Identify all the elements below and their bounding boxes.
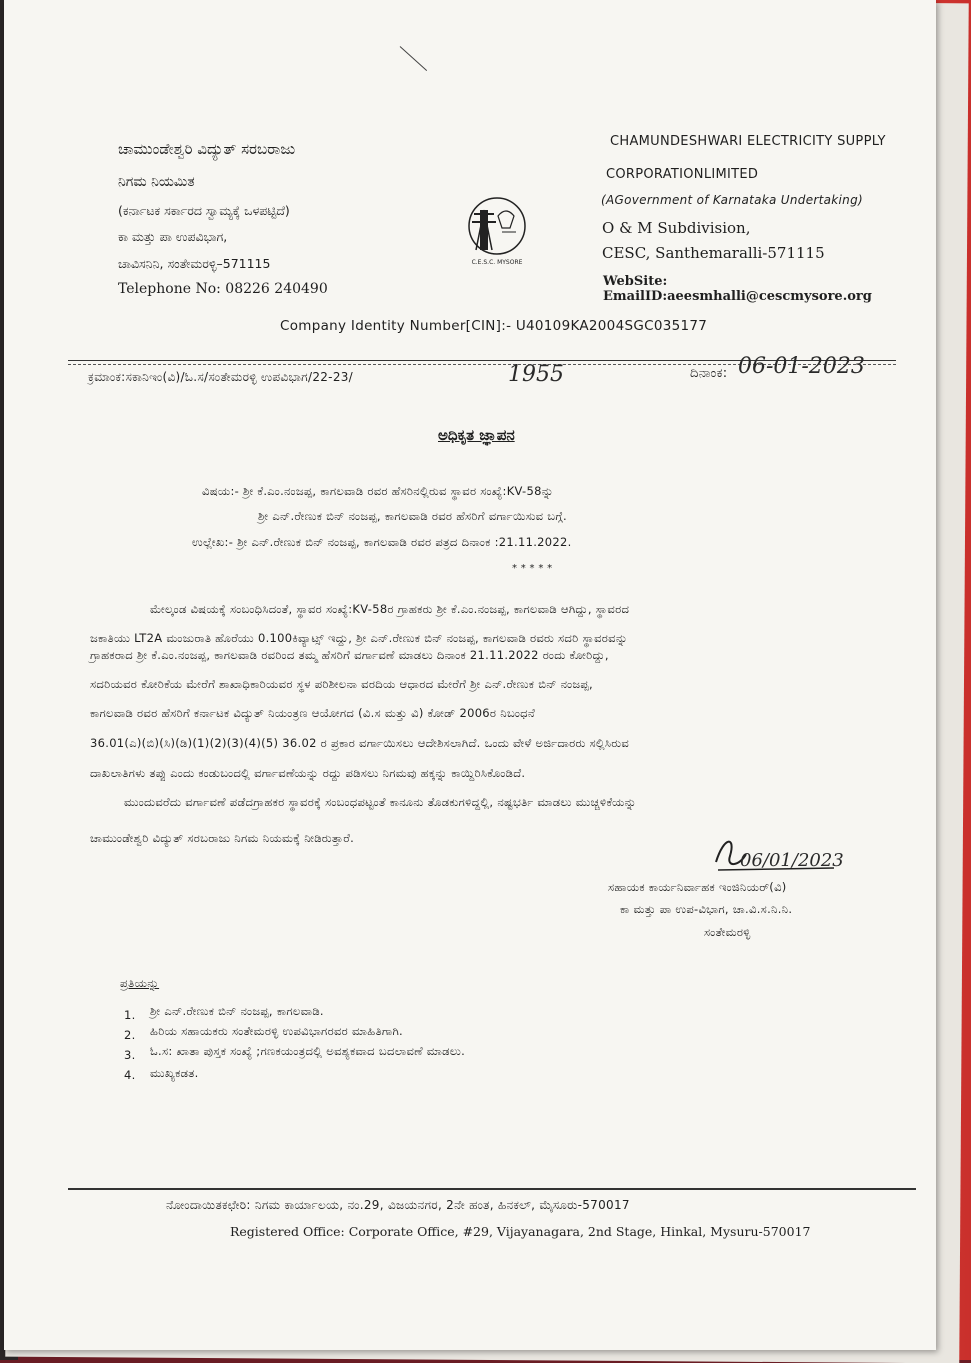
copy-item-1: ಶ್ರೀ ಎನ್.ರೇಣುಕ ಬಿನ್ ನಂಜಪ್ಪ, ಕಾಗಲವಾಡಿ. xyxy=(150,1004,324,1018)
paper-crease xyxy=(400,46,427,71)
logo-text: C.E.S.C. MYSORE xyxy=(471,259,523,266)
copy-item-3: ಓ.ಸ: ಖಾತಾ ಪುಸ್ತಕ ಸಂಖ್ಯೆ ;ಗಣಕಯಂತ್ರದಲ್ಲಿ ಅವಶ್ಯಕವಾದ ಬದಲಾವಣೆ ಮಾಡಲು. xyxy=(150,1044,466,1058)
header-en-line-5: CESC, Santhemaralli-571115 xyxy=(602,244,825,262)
copy-item-3-num: 3. xyxy=(124,1048,136,1062)
signature-date-handwritten: 06/01/2023 xyxy=(740,850,844,871)
separator-stars: * * * * * xyxy=(512,563,553,574)
copy-item-1-num: 1. xyxy=(124,1008,136,1022)
copies-heading: ಪ್ರತಿಯನ್ನು xyxy=(120,976,160,990)
header-kn-line-5: ಚಾವಿಸನಿನಿ, ಸಂತೇಮರಳ್ಳಿ–571115 xyxy=(118,256,271,271)
body-line-1: ಮೇಲ್ಕಂಡ ವಿಷಯಕ್ಕೆ ಸಂಬಂಧಿಸಿದಂತೆ, ಸ್ಥಾವರ ಸಂಖ್ಯೆ:KV-58ರ ಗ್ರಾಹಕರು ಶ್ರೀ ಕೆ.ಎಂ.ನಂಜಪ್ಪ, ಕಾಗಲವಾಡಿ ಆಗಿದ್ದು, ಸ್ಥಾವರದ xyxy=(150,602,630,616)
reference-number-handwritten: 1955 xyxy=(508,362,564,387)
header-en-line-3: (AGovernment of Karnataka Undertaking) xyxy=(601,193,863,207)
memo-title: ಅಧಿಕೃತ ಜ್ಞಾಪನ xyxy=(438,426,515,444)
body-line-9: ಚಾಮುಂಡೇಶ್ವರಿ ವಿದ್ಯುತ್ ಸರಬರಾಜು ನಿಗಮ ನಿಯಮಕ್ಕೆ ನೀಡಿರುತ್ತಾರೆ. xyxy=(90,831,355,845)
signature-office: ಕಾ ಮತ್ತು ಪಾ ಉಪ-ವಿಭಾಗ, ಚಾ.ವಿ.ಸ.ನಿ.ನಿ. xyxy=(620,902,793,916)
reference-number-label: ಕ್ರಮಾಂಕ:ಸಕಾನಿಇಂ(ವಿ)/ಓ.ಸ/ಸಂತೇಮರಳ್ಳಿ ಉಪವಿಭಾಗ/22-23/ xyxy=(88,370,354,384)
copy-item-4: ಮುಖ್ಯಕಡತ. xyxy=(150,1066,199,1080)
body-line-5: ಕಾಗಲವಾಡಿ ರವರ ಹೆಸರಿಗೆ ಕರ್ನಾಟಕ ವಿದ್ಯುತ್ ನಿಯಂತ್ರಣ ಆಯೋಗದ (ವಿ.ಸ ಮತ್ತು ವಿ) ಕೋಡ್ 2006ರ ನಿಬಂಧನೆ xyxy=(90,706,536,720)
body-line-4: ಸದರಿಯವರ ಕೋರಿಕೆಯ ಮೇರೆಗೆ ಶಾಖಾಧಿಕಾರಿಯವರ ಸ್ಥಳ ಪರಿಶೀಲನಾ ವರದಿಯ ಆಧಾರದ ಮೇರೆಗೆ ಶ್ರೀ ಎನ್.ರೇಣುಕ ಬಿನ್ ನಂಜಪ್ಪ, xyxy=(90,677,593,691)
footer-kn: ನೋಂದಾಯಿತಕಛೇರಿ: ನಿಗಮ ಕಾರ್ಯಾಲಯ, ನಂ.29, ವಿಜಯನಗರ, 2ನೇ ಹಂತ, ಹಿನಕಲ್, ಮೈಸೂರು-570017 xyxy=(166,1198,630,1212)
cesc-logo-icon xyxy=(462,188,532,268)
subject-line-2: ಶ್ರೀ ಎನ್.ರೇಣುಕ ಬಿನ್ ನಂಜಪ್ಪ, ಕಾಗಲವಾಡಿ ರವರ ಹೆಸರಿಗೆ ವರ್ಗಾಯಿಸುವ ಬಗ್ಗೆ. xyxy=(258,509,567,523)
header-kn-line-1: ಚಾಮುಂಡೇಶ್ವರಿ ವಿದ್ಯುತ್ ಸರಬರಾಜು xyxy=(118,140,296,158)
body-line-3: ಗ್ರಾಹಕರಾದ ಶ್ರೀ ಕೆ.ಎಂ.ನಂಜಪ್ಪ, ಕಾಗಲವಾಡಿ ರವರಿಂದ ತಮ್ಮ ಹೆಸರಿಗೆ ವರ್ಗಾವಣೆ ಮಾಡಲು ದಿನಾಂಕ 21.11.2022 ರಂದು ಕೋರಿದ್ದು, xyxy=(90,648,609,662)
header-email: EmailID:aeesmhalli@cescmysore.org xyxy=(603,289,872,304)
header-kn-line-3: (ಕರ್ನಾಟಕ ಸರ್ಕಾರದ ಸ್ವಾಮ್ಯಕ್ಕೆ ಒಳಪಟ್ಟಿದೆ) xyxy=(118,203,290,218)
body-line-7: ದಾಖಲಾತಿಗಳು ತಪ್ಪು ಎಂದು ಕಂಡುಬಂದಲ್ಲಿ ವರ್ಗಾವಣೆಯನ್ನು ರದ್ದು ಪಡಿಸಲು ನಿಗಮವು ಹಕ್ಕನ್ನು ಕಾಯ್ದಿರಿಸಿಕೊಂಡಿದೆ. xyxy=(90,766,526,780)
body-line-2: ಜಕಾತಿಯು LT2A ಮಂಜುರಾತಿ ಹೊರೆಯು 0.100ಕಿವ್ಯಾಟ್ಸ್ ಇದ್ದು, ಶ್ರೀ ಎನ್.ರೇಣುಕ ಬಿನ್ ನಂಜಪ್ಪ, ಕಾಗಲವಾಡಿ ರವರು ಸದರಿ ಸ್ಥಾವರವನ್ನು xyxy=(90,631,628,645)
document-page xyxy=(4,0,936,1350)
reference-line: ಉಲ್ಲೇಖ:- ಶ್ರೀ ಎನ್.ರೇಣುಕ ಬಿನ್ ನಂಜಪ್ಪ, ಕಾಗಲವಾಡಿ ರವರ ಪತ್ರದ ದಿನಾಂಕ :21.11.2022. xyxy=(192,535,572,549)
header-website-label: WebSite: xyxy=(603,274,668,289)
subject-line-1: ವಿಷಯ:- ಶ್ರೀ ಕೆ.ಎಂ.ನಂಜಪ್ಪ, ಕಾಗಲವಾಡಿ ರವರ ಹೆಸರಿನಲ್ಲಿರುವ ಸ್ಥಾವರ ಸಂಖ್ಯೆ:KV-58ನ್ನು xyxy=(202,484,554,498)
signature-designation: ಸಹಾಯಕ ಕಾರ್ಯನಿರ್ವಾಹಕ ಇಂಜಿನಿಯರ್(ವಿ) xyxy=(608,880,787,894)
date-label: ದಿನಾಂಕ: xyxy=(690,366,728,381)
header-en-line-2: CORPORATIONLIMITED xyxy=(606,167,759,182)
copy-item-2-num: 2. xyxy=(124,1028,136,1042)
footer-en: Registered Office: Corporate Office, #29, Vijayanagara, 2nd Stage, Hinkal, Mysuru-570017 xyxy=(230,1224,811,1239)
footer-divider xyxy=(68,1188,916,1190)
header-kn-line-2: ನಿಗಮ ನಿಯಮಿತ xyxy=(118,174,195,190)
header-en-line-4: O & M Subdivision, xyxy=(602,219,751,237)
copy-item-4-num: 4. xyxy=(124,1068,136,1082)
signature-place: ಸಂತೇಮರಳ್ಳಿ xyxy=(704,925,751,939)
header-kn-line-4: ಕಾ ಮತ್ತು ಪಾ ಉಪವಿಭಾಗ, xyxy=(118,229,228,244)
body-line-6: 36.01(ಎ)(ಬಿ)(ಸಿ)(ಡಿ)(1)(2)(3)(4)(5) 36.02 ರ ಪ್ರಕಾರ ವರ್ಗಾಯಿಸಲು ಆದೇಶಿಸಲಾಗಿದೆ. ಒಂದು ವೇಳೆ ಅರ್ಜಿದಾರರು ಸಲ್ಲಿಸಿರುವ xyxy=(90,736,630,750)
copy-item-2: ಹಿರಿಯ ಸಹಾಯಕರು ಸಂತೇಮರಳ್ಳಿ ಉಪವಿಭಾಗರವರ ಮಾಹಿತಿಗಾಗಿ. xyxy=(150,1024,403,1038)
header-en-line-1: CHAMUNDESHWARI ELECTRICITY SUPPLY xyxy=(610,134,886,149)
date-handwritten: 06-01-2023 xyxy=(738,354,865,379)
body-line-8: ಮುಂದುವರೆದು ವರ್ಗಾವಣೆ ಪಡೆದಗ್ರಾಹಕರ ಸ್ಥಾವರಕ್ಕೆ ಸಂಬಂಧಪಟ್ಟಂತೆ ಕಾನೂನು ತೊಡಕುಗಳಿದ್ದಲ್ಲಿ, ನಷ್ಟಭರ್ತಿ ಮಾಡಲು ಮುಚ್ಚಳಿಕೆಯನ್ನು xyxy=(124,795,637,809)
company-cin: Company Identity Number[CIN]:- U40109KA2004SGC035177 xyxy=(280,318,708,334)
header-telephone: Telephone No: 08226 240490 xyxy=(118,281,328,297)
